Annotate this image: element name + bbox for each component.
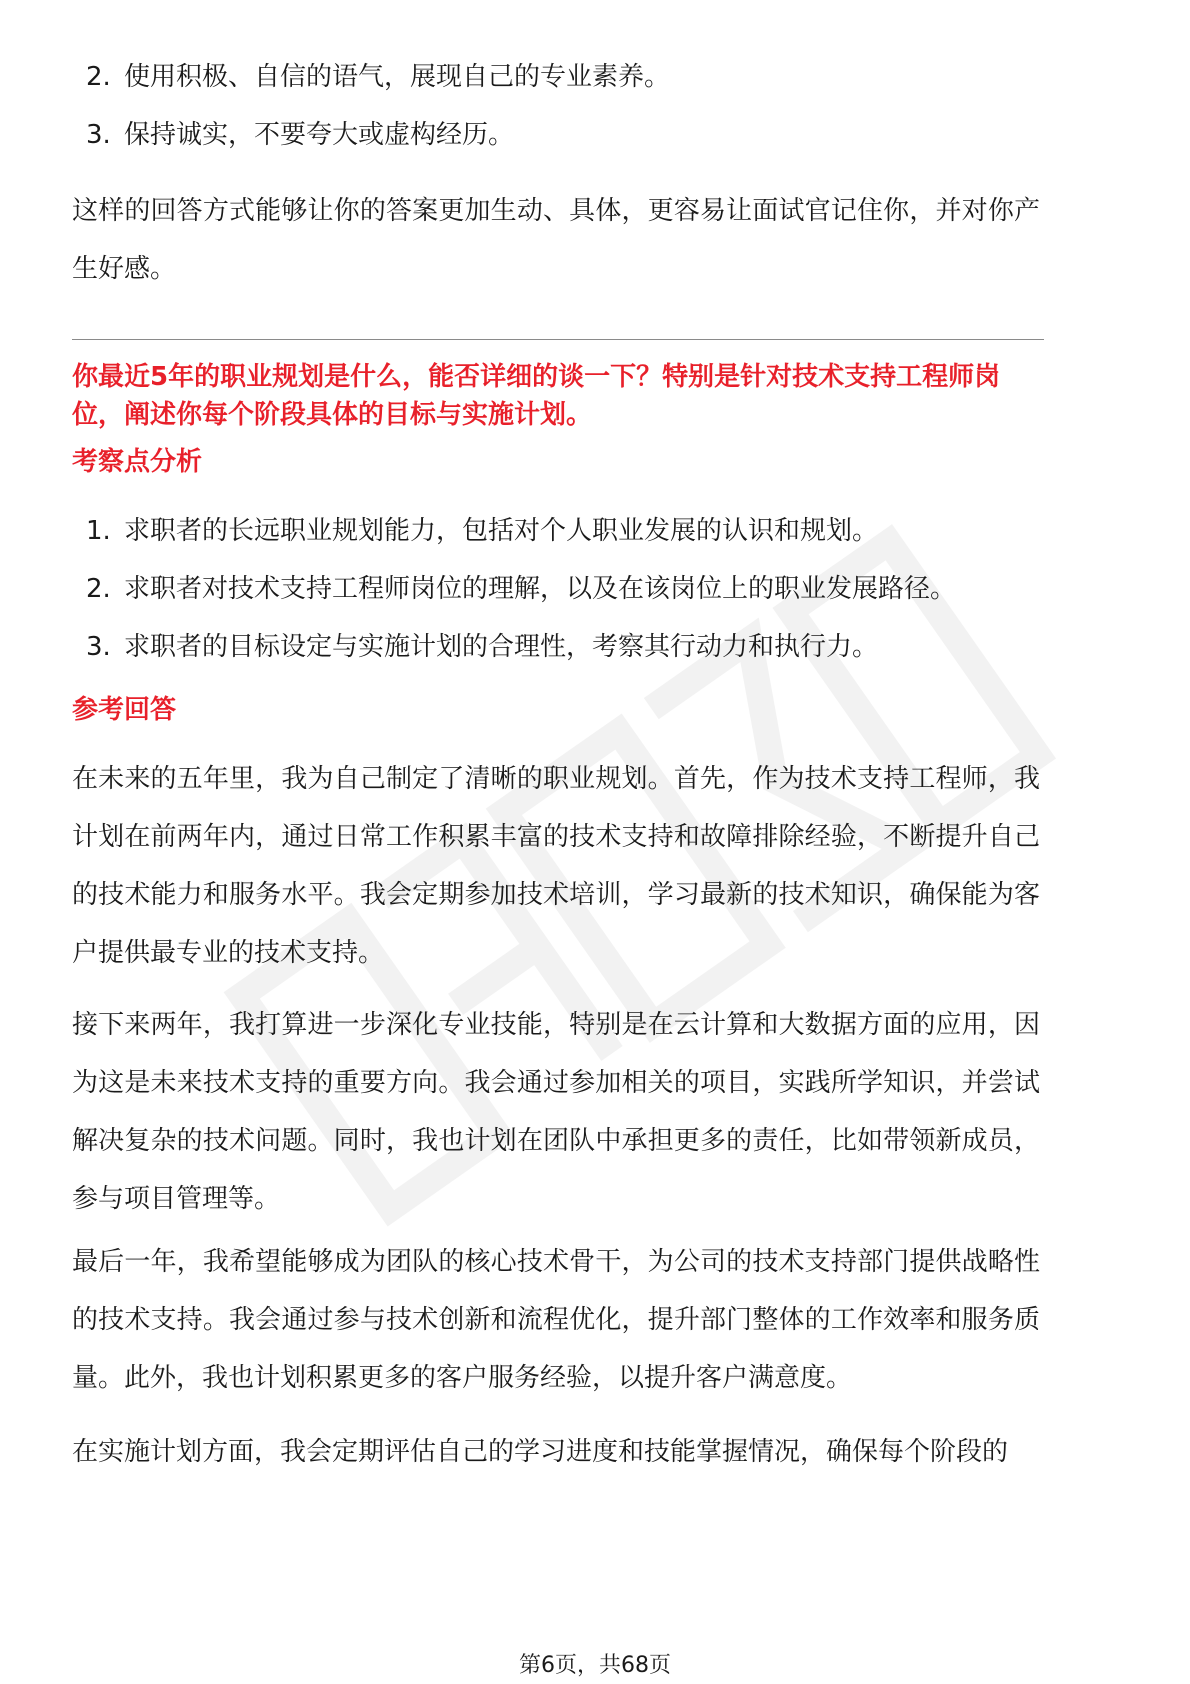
analysis-list: [72, 502, 1120, 676]
answer-paragraph: 最后一年，我希望能够成为团队的核心技术骨干，为公司的技术支持部门提供战略性的技术支持。我会通过参与技术创新和流程优化，提升部门整体的工作效率和服务质量。此外，我也计划积累更多的客户服务经验，以提升客户满意度。: [72, 1247, 1040, 1393]
answer-paragraph: 在未来的五年里，我为自己制定了清晰的职业规划。首先，作为技术支持工程师，我计划在前两年内，通过日常工作积累丰富的技术支持和故障排除经验，不断提升自己的技术能力和服务水平。我会定期参加技术培训，学习最新的技术知识，确保能为客户提供最专业的技术支持。: [72, 764, 1040, 968]
answer-label: 参考回答: [72, 695, 177, 725]
list-item: 2. 使用积极、自信的语气，展现自己的专业素养。: [86, 62, 671, 92]
list-item: 3. 保持诚实，不要夸大或虚构经历。: [86, 120, 515, 150]
answer-paragraph: 接下来两年，我打算进一步深化专业技能，特别是在云计算和大数据方面的应用，因为这是未来技术支持的重要方向。我会通过参加相关的项目，实践所学知识，并尝试解决复杂的技术问题。同时，我也计划在团队中承担更多的责任，比如带领新成员，参与项目管理等。: [72, 1010, 1040, 1214]
question-heading: 你最近5年的职业规划是什么，能否详细的谈一下？特别是针对技术支持工程师岗位，阐述你每个阶段具体的目标与实施计划。: [72, 362, 1001, 430]
page-footer: 第6页，共68页: [519, 1653, 671, 1678]
list-item: 1. 求职者的长远职业规划能力，包括对个人职业发展的认识和规划。: [86, 516, 879, 546]
list-item: 3. 求职者的目标设定与实施计划的合理性，考察其行动力和执行力。: [86, 632, 879, 662]
analysis-label: 考察点分析: [72, 447, 203, 477]
closing-paragraph: 这样的回答方式能够让你的答案更加生动、具体，更容易让面试官记住你，并对你产生好感。: [72, 196, 1040, 284]
answer-paragraph: 在实施计划方面，我会定期评估自己的学习进度和技能掌握情况，确保每个阶段的: [72, 1437, 1009, 1467]
list-item: 2. 求职者对技术支持工程师岗位的理解，以及在该岗位上的职业发展路径。: [86, 574, 957, 604]
top-list: [72, 48, 1120, 164]
section-divider: [72, 339, 1044, 340]
